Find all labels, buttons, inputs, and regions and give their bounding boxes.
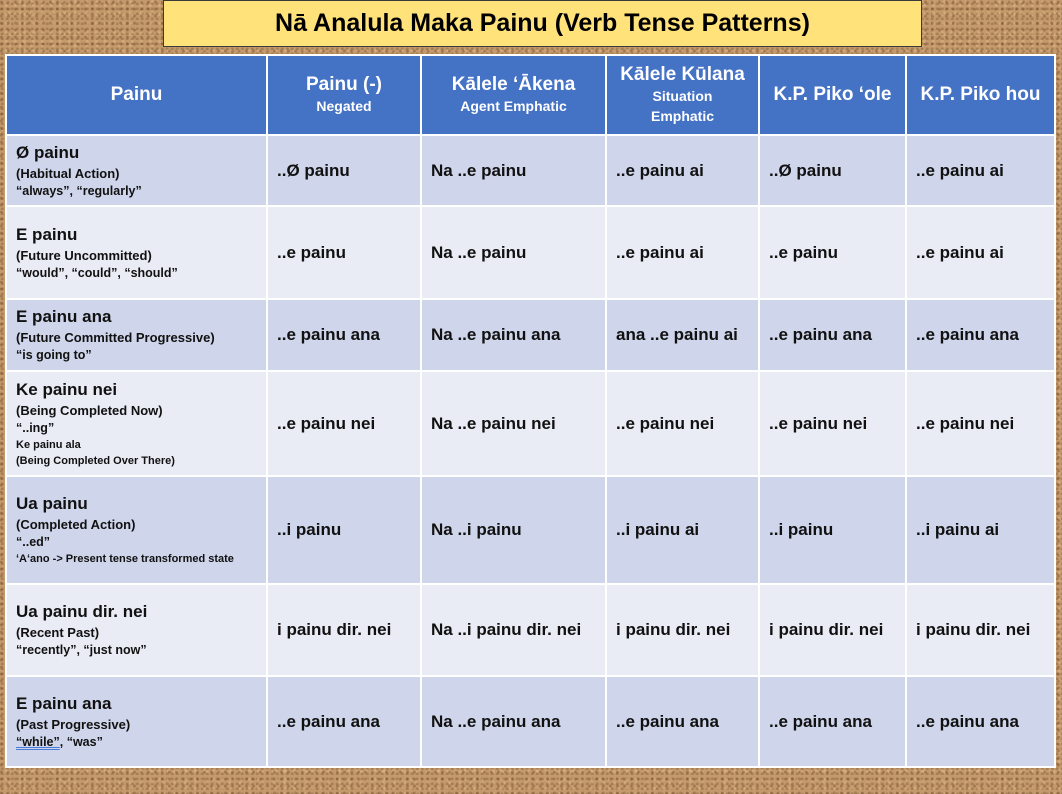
page-title-text: Nā Analula Maka Painu (Verb Tense Patterns) xyxy=(275,9,810,37)
table-cell: ..e painu nei xyxy=(267,371,421,476)
table-cell: ..e painu ana xyxy=(906,299,1055,371)
table-cell: Na ..i painu dir. nei xyxy=(421,584,606,676)
table-row xyxy=(6,299,1055,371)
table-cell: ..e painu xyxy=(267,206,421,299)
table-cell: ..e painu ai xyxy=(606,135,759,206)
row-header: Ø painu (Habitual Action) “always”, “regularly” xyxy=(6,135,267,206)
header-piko-ole: K.P. Piko ʻole xyxy=(759,55,906,135)
page-title xyxy=(163,0,922,47)
table-cell: i painu dir. nei xyxy=(267,584,421,676)
table-cell: ..i painu ai xyxy=(906,476,1055,584)
table-cell: ..i painu xyxy=(759,476,906,584)
table-cell: Na ..e painu xyxy=(421,135,606,206)
row-header: E painu ana (Future Committed Progressive) “is going to” xyxy=(6,299,267,371)
table-cell: ..e painu ai xyxy=(906,135,1055,206)
table-cell: i painu dir. nei xyxy=(606,584,759,676)
table-cell: ..Ø painu xyxy=(267,135,421,206)
table-cell: ..e painu ana xyxy=(606,676,759,767)
table-cell: ..e painu ana xyxy=(906,676,1055,767)
table-cell: ..e painu ana xyxy=(759,676,906,767)
table-cell: ..Ø painu xyxy=(759,135,906,206)
table-cell: Na ..e painu ana xyxy=(421,299,606,371)
table-row xyxy=(6,676,1055,767)
table-cell: ..i painu ai xyxy=(606,476,759,584)
table-row xyxy=(6,584,1055,676)
row-header: Ua painu dir. nei (Recent Past) “recently”, “just now” xyxy=(6,584,267,676)
table-cell: ..e painu ai xyxy=(606,206,759,299)
table-cell: i painu dir. nei xyxy=(906,584,1055,676)
table-row xyxy=(6,206,1055,299)
table-cell: ..e painu nei xyxy=(759,371,906,476)
table-cell: i painu dir. nei xyxy=(759,584,906,676)
gloss-while: “while” xyxy=(16,734,60,749)
table-row xyxy=(6,476,1055,584)
table-cell: ..e painu nei xyxy=(606,371,759,476)
table-cell: Na ..e painu ana xyxy=(421,676,606,767)
table-cell: Na ..e painu nei xyxy=(421,371,606,476)
table-cell: ..e painu ai xyxy=(906,206,1055,299)
table-cell: Na ..i painu xyxy=(421,476,606,584)
table-cell: ana ..e painu ai xyxy=(606,299,759,371)
table-cell: ..e painu ana xyxy=(267,299,421,371)
row-header: E painu ana (Past Progressive) “while”, “was” xyxy=(6,676,267,767)
table-cell: Na ..e painu xyxy=(421,206,606,299)
table-cell: ..e painu ana xyxy=(267,676,421,767)
table-cell: ..e painu ana xyxy=(759,299,906,371)
table-cell: ..i painu xyxy=(267,476,421,584)
row-header: E painu (Future Uncommitted) “would”, “could”, “should” xyxy=(6,206,267,299)
table-row xyxy=(6,135,1055,206)
verb-tense-table xyxy=(5,54,1056,768)
row-header: Ke painu nei (Being Completed Now) “..ing” Ke painu ala (Being Completed Over There) xyxy=(6,371,267,476)
row-header: Ua painu (Completed Action) “..ed” ʻAʻano -> Present tense transformed state xyxy=(6,476,267,584)
header-agent-emphatic: Kālele ʻĀkena Agent Emphatic xyxy=(421,55,606,135)
header-negated: Painu (-) Negated xyxy=(267,55,421,135)
header-situation-emphatic: Kālele Kūlana Situation Emphatic xyxy=(606,55,759,135)
header-row xyxy=(6,55,1055,135)
table-cell: ..e painu nei xyxy=(906,371,1055,476)
header-painu: Painu xyxy=(6,55,267,135)
table-cell: ..e painu xyxy=(759,206,906,299)
table-row xyxy=(6,371,1055,476)
header-piko-hou: K.P. Piko hou xyxy=(906,55,1055,135)
